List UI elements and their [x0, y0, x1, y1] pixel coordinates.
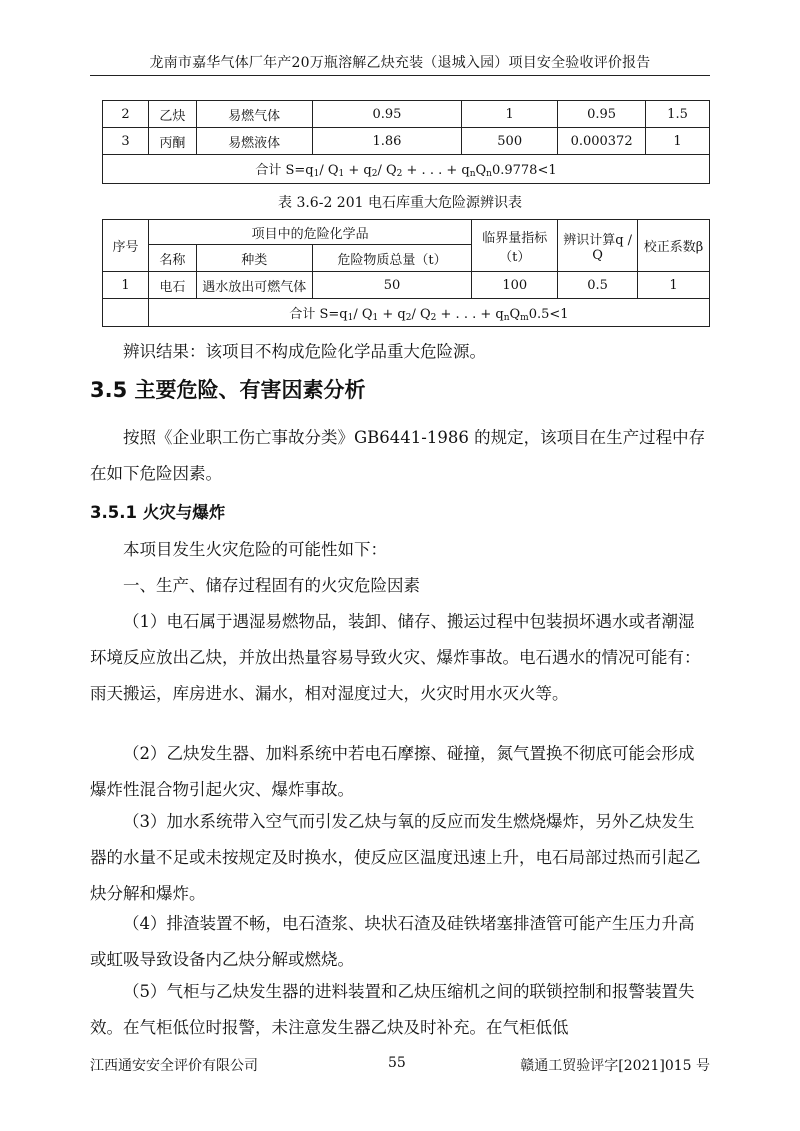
sum-formula: 合计 $S=q_1/$ $Q_1 + q_2/$ $Q_2$ + . . . + $q_nQ_n0.9778<1$ — [103, 155, 710, 184]
header-amount: 危险物质总量（t） — [312, 245, 472, 272]
table-cell: 1 — [638, 272, 710, 299]
table-cell: 100 — [472, 272, 558, 299]
list-item: （1）电石属于遇湿易燃物品，装卸、储存、搬运过程中包装损坏遇水或者潮湿环境反应放出乙炔，并放出热量容易导致火灾、爆炸事故。电石遇水的情况可能有：雨天搬运，库房进水、漏水，相对湿度过大，火灾时用水灭火等。 — [90, 612, 701, 703]
table-cell: 1 — [103, 272, 149, 299]
table-cell: 1.5 — [646, 101, 710, 128]
table-caption: 表 3.6-2 201 电石库重大危险源辨识表 — [278, 195, 522, 211]
header-group: 项目中的危险化学品 — [148, 220, 471, 245]
sum-formula: 合计 $S=q_1/$ $Q_1 + q_2/$ $Q_2$ + . . . + $q_nQ_m0.5<1$ — [148, 299, 709, 327]
table-row — [103, 101, 710, 128]
table-cell: 500 — [462, 128, 558, 155]
footer-doc-number: 赣通工贸验评字[2021]015 号 — [520, 1058, 710, 1074]
table-cell: 2 — [103, 101, 149, 128]
header-beta: 校正系数β — [638, 220, 710, 272]
subsection-heading: 3.5.1 火灾与爆炸 — [90, 503, 226, 522]
table-header-row — [103, 220, 710, 245]
table-row — [103, 128, 710, 155]
table-cell: 乙炔 — [148, 101, 196, 128]
table-cell: 1.86 — [312, 128, 462, 155]
list-item: （4）排渣装置不畅，电石渣浆、块状石渣及硅铁堵塞排渣管可能产生压力升高或虹吸导致设备内乙炔分解或燃烧。 — [90, 914, 695, 969]
table-cell: 3 — [103, 128, 149, 155]
list-item: （3）加水系统带入空气而引发乙炔与氧的反应而发生燃烧爆炸，另外乙炔发生器的水量不足或未按规定及时换水，使反应区温度迅速上升，电石局部过热而引起乙炔分解和爆炸。 — [90, 812, 701, 903]
header-ratio: 辨识计算q / Q — [558, 220, 638, 272]
table-cell: 易燃液体 — [196, 128, 312, 155]
calcium-carbide-table — [102, 219, 710, 327]
table-cell: 0.000372 — [558, 128, 646, 155]
section-intro: 按照《企业职工伤亡事故分类》GB6441-1986 的规定，该项目在生产过程中存在如下危险因素。 — [90, 428, 706, 483]
table-cell-empty — [103, 299, 149, 327]
table-cell: 丙酮 — [148, 128, 196, 155]
section-heading: 3.5 主要危险、有害因素分析 — [90, 378, 366, 402]
table-sum-row — [103, 299, 710, 327]
header-name: 名称 — [148, 245, 196, 272]
table-sum-row — [103, 155, 710, 184]
table-row — [103, 272, 710, 299]
table-cell: 0.5 — [558, 272, 638, 299]
running-header: 龙南市嘉华气体厂年产20万瓶溶解乙炔充装（退城入园）项目安全验收评价报告 — [149, 55, 651, 71]
list-item: （5）气柜与乙炔发生器的进料装置和乙炔压缩机之间的联锁控制和报警装置失效。在气柜低位时报警，未注意发生器乙炔及时补充。在气柜低低 — [90, 982, 695, 1037]
table-cell: 电石 — [148, 272, 196, 299]
list-item: （2）乙炔发生器、加料系统中若电石摩擦、碰撞，氮气置换不彻底可能会形成爆炸性混合物引起火灾、爆炸事故。 — [90, 744, 695, 799]
table-cell: 1 — [646, 128, 710, 155]
paragraph: 本项目发生火灾危险的可能性如下： — [123, 540, 387, 559]
table-cell: 50 — [312, 272, 472, 299]
table-cell: 易燃气体 — [196, 101, 312, 128]
table-cell: 1 — [462, 101, 558, 128]
header-seq: 序号 — [103, 220, 149, 272]
page-number: 55 — [388, 1055, 406, 1071]
footer-company: 江西通安安全评价有限公司 — [90, 1058, 258, 1074]
paragraph: 一、生产、储存过程固有的火灾危险因素 — [123, 576, 420, 595]
header-divider — [90, 75, 710, 76]
header-critical: 临界量指标（t） — [472, 220, 558, 272]
hazard-table-continued — [102, 100, 710, 184]
table-cell: 0.95 — [558, 101, 646, 128]
table-cell: 0.95 — [312, 101, 462, 128]
header-kind: 种类 — [196, 245, 312, 272]
table-cell: 遇水放出可燃气体 — [196, 272, 312, 299]
identification-result: 辨识结果：该项目不构成危险化学品重大危险源。 — [123, 342, 486, 361]
